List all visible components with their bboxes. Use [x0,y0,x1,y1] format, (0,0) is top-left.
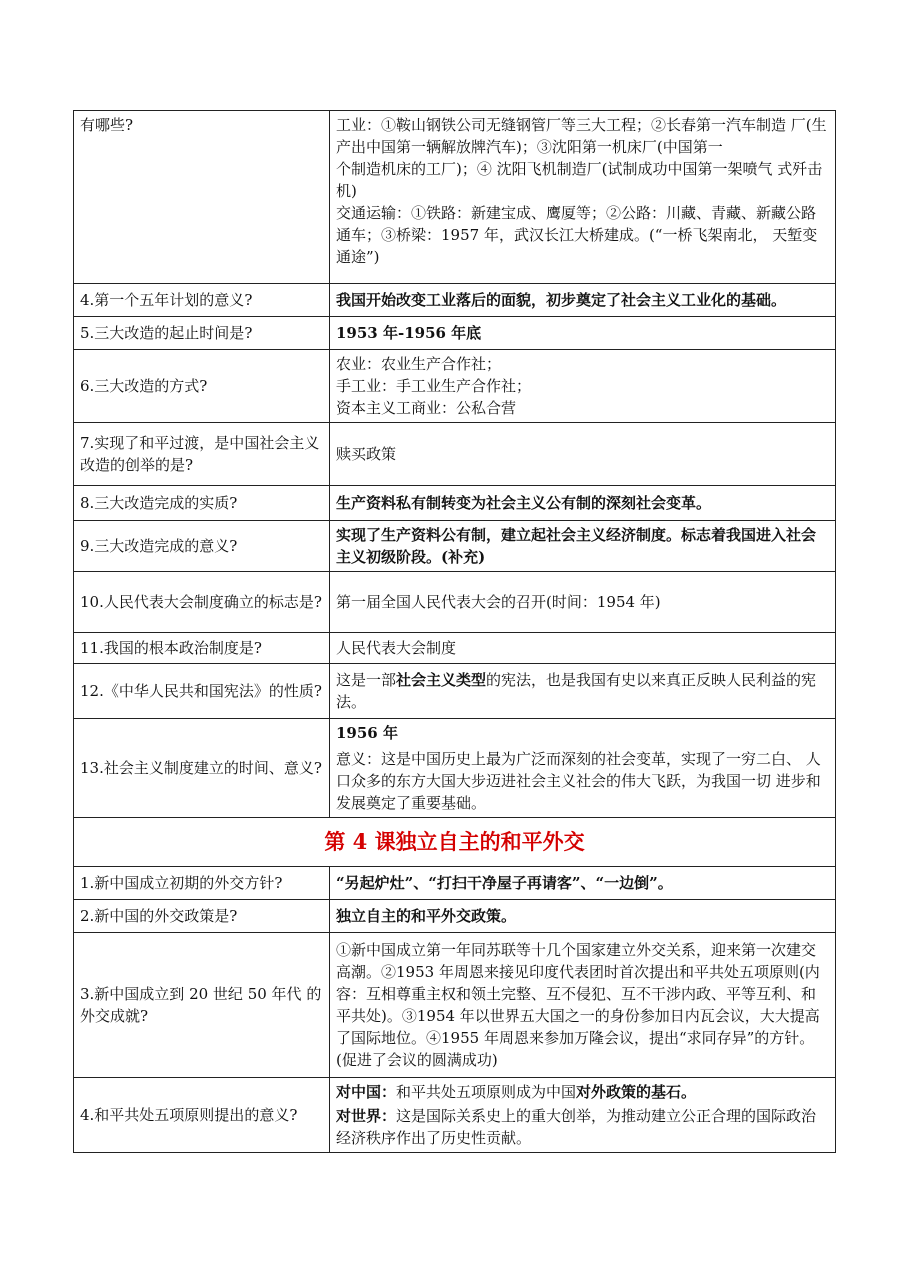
table-row [74,284,836,317]
question-text: 13.社会主义制度建立的时间、意义? [80,759,322,777]
question-text: 8.三大改造完成的实质? [80,494,238,512]
table-row [74,350,836,423]
answer-text: 人民代表大会制度 [336,639,457,657]
answer-emphasis: 社会主义类型 [396,671,487,689]
table-row [74,111,836,284]
question-text: 11.我国的根本政治制度是? [80,639,262,657]
question-cell [74,521,330,572]
answer-cell [330,572,836,633]
question-cell [74,664,330,719]
answer-cell [330,111,836,284]
question-text: 10.人民代表大会制度确立的标志是? [80,593,322,611]
table-row [74,867,836,900]
table-row [74,664,836,719]
question-cell [74,1078,330,1153]
lesson-heading-row [74,818,836,867]
answer-text: 第一届全国人民代表大会的召开(时间：1954 年) [336,593,661,611]
answer-line: 个制造机床的工厂)；④ 沈阳飞机制造厂(试制成功中国第一架喷气 式歼击机) [336,160,823,200]
question-cell [74,284,330,317]
question-text: 4.第一个五年计划的意义? [80,291,253,309]
answer-cell [330,900,836,933]
table-row [74,572,836,633]
table-row [74,633,836,664]
answer-line [336,1081,829,1103]
answer-cell [330,867,836,900]
question-text: 12.《中华人民共和国宪法》的性质? [80,682,322,700]
answer-cell [330,284,836,317]
answer-text: 这是国际关系史上的重大创举，为推动建立公正合理的国际政治经济秩序作出了历史性贡献。 [336,1107,817,1147]
question-cell [74,317,330,350]
answer-text: ①新中国成立第一年同苏联等十几个国家建立外交关系，迎来第一次建交高潮。②1953 年周恩来接见印度代表团时首次提出和平共处五项原则(内容：互相尊重主权和领土完整、互不侵犯、互不干涉内政、平等互利、和平共处)。③1954 年以世界五大国之一的身份参加日内瓦会议，大大提高了国际地位。④1955 年周恩来参加万隆会议，提出“求同存异”的方针。(促进了会议的圆满成功) [336,941,820,1069]
question-text: 3.新中国成立到 20 世纪 50 年代 的外交成就? [80,985,322,1025]
answer-text: 的宪法，也是我国有史以来真正反映人民利益的宪法。 [336,671,817,711]
answer-text: 1953 年-1956 年底 [336,324,482,342]
question-cell [74,350,330,423]
answer-cell [330,350,836,423]
table-row [74,317,836,350]
answer-line [336,1105,829,1149]
answer-text: 实现了生产资料公有制，建立起社会主义经济制度。标志着我国进入社会主义初级阶段。(补充) [336,526,817,566]
question-text: 9.三大改造完成的意义? [80,537,238,555]
table-row [74,933,836,1078]
answer-year: 1956 年 [336,724,398,742]
answer-text: 生产资料私有制转变为社会主义公有制的深刻社会变革。 [336,494,712,512]
answer-line: 交通运输：①铁路：新建宝成、鹰厦等；②公路：川藏、青藏、新藏公路通车；③桥梁：1957 年，武汉长江大桥建成。(“一桥飞架南北， 天堑变通途”) [336,204,818,266]
answer-emphasis: 对外政策的基石。 [576,1083,697,1101]
qa-table [73,110,836,1153]
answer-text: 和平共处五项原则成为中国 [396,1083,577,1101]
question-text: 7.实现了和平过渡，是中国社会主义改造的创举的是? [80,434,320,474]
question-cell [74,719,330,818]
table-row [74,1078,836,1153]
question-cell [74,423,330,486]
question-cell [74,486,330,521]
table-row [74,486,836,521]
lesson-heading-text: 第 4 课独立自主的和平外交 [324,829,585,854]
answer-text: 我国开始改变工业落后的面貌，初步奠定了社会主义工业化的基础。 [336,291,787,309]
answer-cell [330,317,836,350]
answer-cell [330,1078,836,1153]
answer-label: 对中国： [336,1083,397,1101]
answer-line: 工业：①鞍山钢铁公司无缝钢管厂等三大工程；②长春第一汽车制造 厂(生产出中国第一辆解放牌汽车)；③沈阳第一机床厂(中国第一 [336,116,827,156]
answer-cell [330,719,836,818]
answer-text: 这是一部 [336,671,397,689]
answer-label: 对世界： [336,1107,397,1125]
answer-text: 独立自主的和平外交政策。 [336,907,517,925]
question-text: 2.新中国的外交政策是? [80,907,238,925]
table-row [74,900,836,933]
answer-line: 农业：农业生产合作社； [336,355,502,373]
answer-text: “另起炉灶”、“打扫干净屋子再请客”、“一边倒”。 [336,874,673,892]
table-row [74,423,836,486]
answer-text: 赎买政策 [336,445,397,463]
question-cell [74,111,330,284]
question-text: 有哪些? [80,116,134,134]
answer-cell [330,633,836,664]
answer-cell [330,423,836,486]
lesson-heading [74,818,836,867]
table-row [74,719,836,818]
question-text: 1.新中国成立初期的外交方针? [80,874,283,892]
question-text: 4.和平共处五项原则提出的意义? [80,1106,298,1124]
answer-cell [330,664,836,719]
question-cell [74,867,330,900]
answer-cell [330,486,836,521]
answer-line: 资本主义工商业：公私合营 [336,399,517,417]
question-cell [74,572,330,633]
question-cell [74,633,330,664]
question-text: 5.三大改造的起止时间是? [80,324,253,342]
table-row [74,521,836,572]
answer-cell [330,521,836,572]
question-text: 6.三大改造的方式? [80,377,208,395]
answer-line: 手工业：手工业生产合作社； [336,377,532,395]
question-cell [74,933,330,1078]
question-cell [74,900,330,933]
answer-text: 意义：这是中国历史上最为广泛而深刻的社会变革，实现了一穷二白、 人口众多的东方大国大步迈进社会主义社会的伟大飞跃，为我国一切 进步和发展奠定了重要基础。 [336,750,821,812]
answer-cell [330,933,836,1078]
